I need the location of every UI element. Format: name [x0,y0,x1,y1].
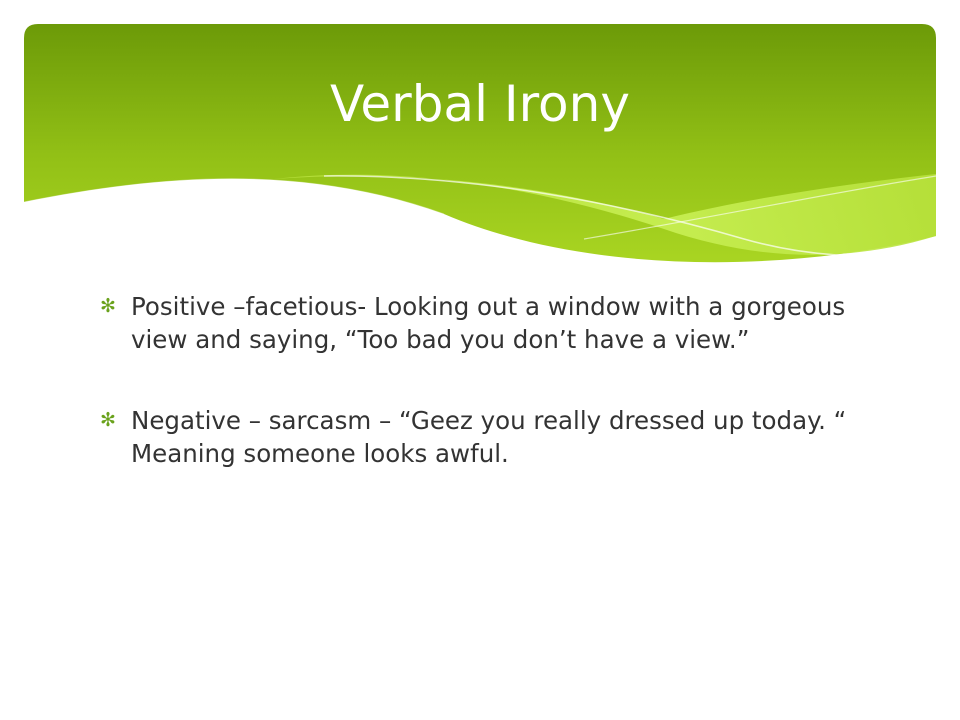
asterisk-icon: ✻ [100,295,116,317]
slide-title: Verbal Irony [330,75,630,133]
bullet-item [100,404,860,470]
bullet-list [100,290,860,518]
header-banner [24,24,936,274]
bullet-item [100,290,860,356]
header-wave-graphic [24,24,936,274]
asterisk-icon: ✻ [100,409,116,431]
bullet-text: Positive –facetious- Looking out a window with a gorgeous view and saying, “Too bad you don’t have a view.” [131,292,846,354]
bullet-text: Negative – sarcasm – “Geez you really dressed up today. “ Meaning someone looks awful. [131,406,847,468]
